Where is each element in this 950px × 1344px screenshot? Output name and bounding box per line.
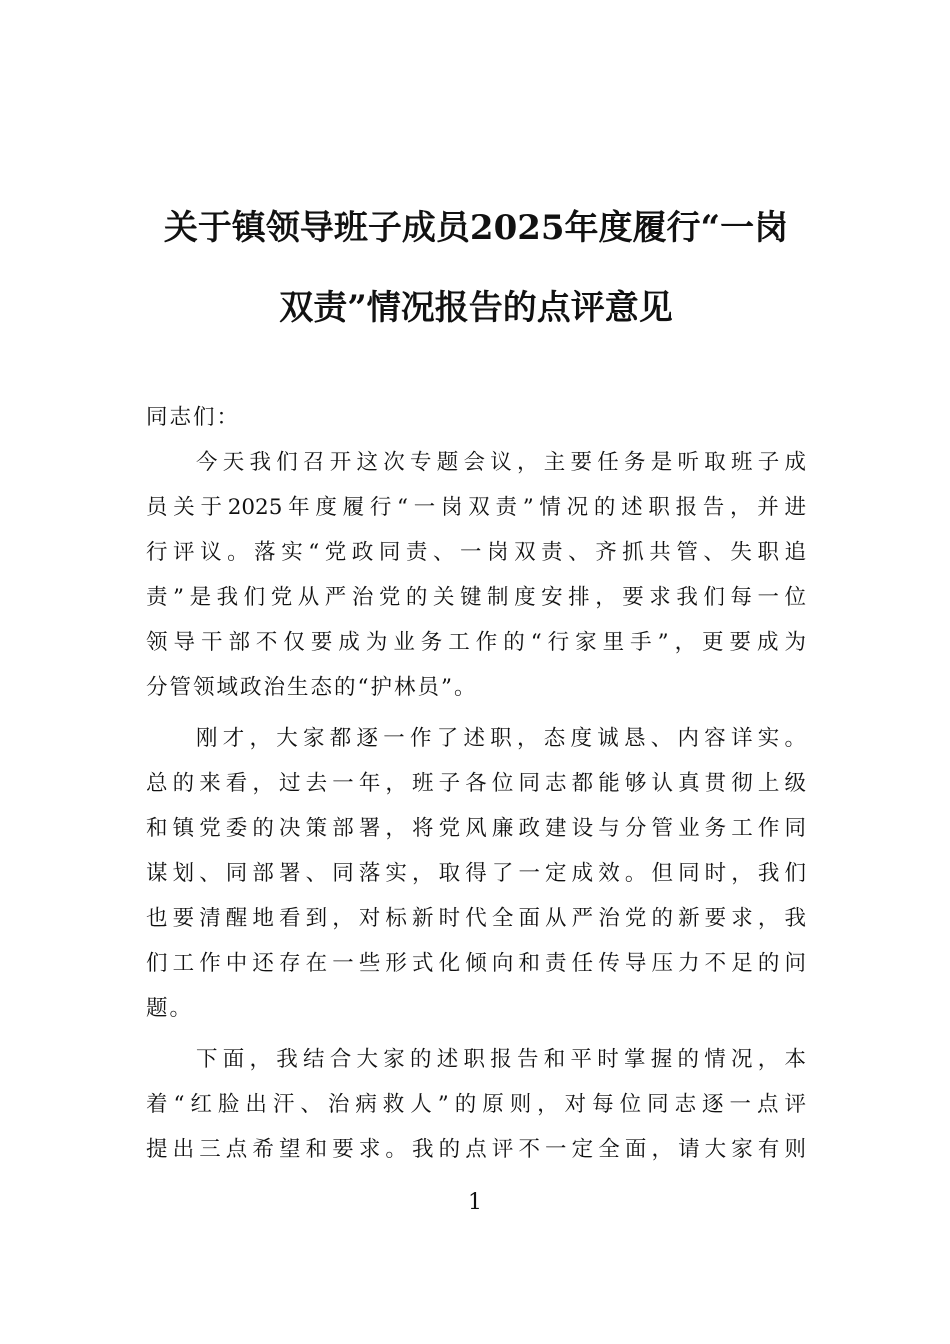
- paragraph-1: [146, 440, 806, 710]
- document-title: [146, 188, 806, 348]
- title-line: 关于镇领导班子成员2025年度履行“一岗: [163, 208, 789, 248]
- text-line: 分管领域政治生态的“护林员”。: [146, 675, 478, 700]
- text-line: 题。: [146, 996, 194, 1021]
- text-line: 着“红脸出汗、治病救人”的原则，对每位同志逐一点评: [146, 1092, 806, 1117]
- text-line: 下面，我结合大家的述职报告和平时掌握的情况，本: [196, 1047, 806, 1072]
- text-line: 谋划、同部署、同落实，取得了一定成效。但同时，我们: [146, 861, 806, 886]
- text-line: 领导干部不仅要成为业务工作的“行家里手”，更要成为: [146, 630, 806, 655]
- text-line: 提出三点希望和要求。我的点评不一定全面，请大家有则: [146, 1137, 806, 1162]
- text-line: 责”是我们党从严治党的关键制度安排，要求我们每一位: [146, 585, 806, 610]
- salutation: 同志们：: [146, 405, 241, 430]
- paragraph-3: [146, 1037, 806, 1172]
- text-line: 刚才，大家都逐一作了述职，态度诚恳、内容详实。: [196, 726, 806, 751]
- text-line: 今天我们召开这次专题会议，主要任务是听取班子成: [196, 450, 806, 475]
- page-number: 1: [468, 1190, 482, 1215]
- text-line: 们工作中还存在一些形式化倾向和责任传导压力不足的问: [146, 951, 806, 976]
- text-line: 也要清醒地看到，对标新时代全面从严治党的新要求，我: [146, 906, 806, 931]
- text-line: 和镇党委的决策部署，将党风廉政建设与分管业务工作同: [146, 816, 806, 841]
- text-line: 总的来看，过去一年，班子各位同志都能够认真贯彻上级: [146, 771, 806, 796]
- text-line: 员关于2025年度履行“一岗双责”情况的述职报告，并进: [146, 495, 806, 520]
- document-body: [146, 395, 806, 1172]
- paragraph-2: [146, 716, 806, 1031]
- title-line: 双责”情况报告的点评意见: [279, 288, 673, 328]
- text-line: 行评议。落实“党政同责、一岗双责、齐抓共管、失职追: [146, 540, 806, 565]
